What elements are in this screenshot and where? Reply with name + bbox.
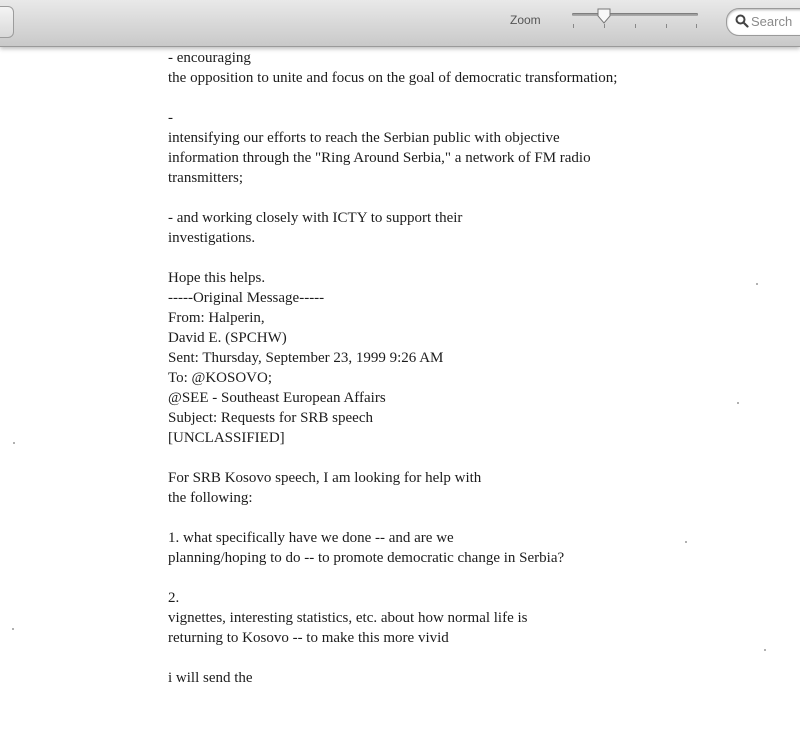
- blank-line: [168, 88, 788, 108]
- document-line: To: @KOSOVO;: [168, 370, 273, 386]
- zoom-slider-tick: [696, 24, 697, 28]
- toolbar: [0, 0, 800, 47]
- document-line: intensifying our efforts to reach the Serbian public with objective: [168, 130, 560, 146]
- document-line: 1. what specifically have we done -- and are we: [168, 530, 454, 546]
- search-field[interactable]: [726, 8, 800, 36]
- scan-speck: [685, 541, 687, 543]
- blank-line: [168, 508, 788, 528]
- document-line: -----Original Message-----: [168, 290, 325, 306]
- document-line: transmitters;: [168, 170, 243, 186]
- search-input[interactable]: [751, 13, 800, 29]
- scan-speck: [12, 628, 14, 630]
- document-line: @SEE - Southeast European Affairs: [168, 390, 386, 406]
- document-line: 2.: [168, 590, 180, 606]
- zoom-slider-thumb[interactable]: [596, 8, 612, 24]
- document-line: investigations.: [168, 230, 256, 246]
- blank-line: [168, 448, 788, 468]
- document-line: the following:: [168, 490, 253, 506]
- zoom-slider-tick: [604, 24, 605, 28]
- blank-line: [168, 568, 788, 588]
- scan-speck: [737, 402, 739, 404]
- document-line: - encouraging: [168, 50, 251, 66]
- blank-line: [168, 188, 788, 208]
- document-line: planning/hoping to do -- to promote democratic change in Serbia?: [168, 550, 565, 566]
- zoom-slider-tick: [635, 24, 636, 28]
- scan-speck: [764, 649, 766, 651]
- document-line: From: Halperin,: [168, 310, 265, 326]
- document-line: Sent: Thursday, September 23, 1999 9:26 AM: [168, 350, 444, 366]
- zoom-label: Zoom: [510, 13, 541, 27]
- scan-speck: [13, 442, 15, 444]
- blank-line: [168, 648, 788, 668]
- document-line: - and working closely with ICTY to support their: [168, 210, 463, 226]
- document-line: -: [168, 110, 173, 126]
- document-line: Hope this helps.: [168, 270, 266, 286]
- document-line: the opposition to unite and focus on the goal of democratic transformation;: [168, 70, 618, 86]
- document-line: For SRB Kosovo speech, I am looking for help with: [168, 470, 482, 486]
- scan-speck: [756, 283, 758, 285]
- document-line: vignettes, interesting statistics, etc. about how normal life is: [168, 610, 528, 626]
- search-icon: [735, 14, 749, 28]
- document-line: i will send the: [168, 670, 253, 686]
- zoom-slider-track[interactable]: [572, 13, 698, 16]
- blank-line: [168, 248, 788, 268]
- document-line: information through the "Ring Around Serbia," a network of FM radio: [168, 150, 591, 166]
- document-page: [168, 48, 788, 688]
- toolbar-left-button[interactable]: [0, 6, 14, 38]
- document-line: [UNCLASSIFIED]: [168, 430, 285, 446]
- zoom-slider[interactable]: [572, 8, 698, 34]
- document-line: Subject: Requests for SRB speech: [168, 410, 373, 426]
- zoom-slider-tick: [573, 24, 574, 28]
- document-line: David E. (SPCHW): [168, 330, 287, 346]
- document-line: returning to Kosovo -- to make this more vivid: [168, 630, 449, 646]
- zoom-slider-tick: [666, 24, 667, 28]
